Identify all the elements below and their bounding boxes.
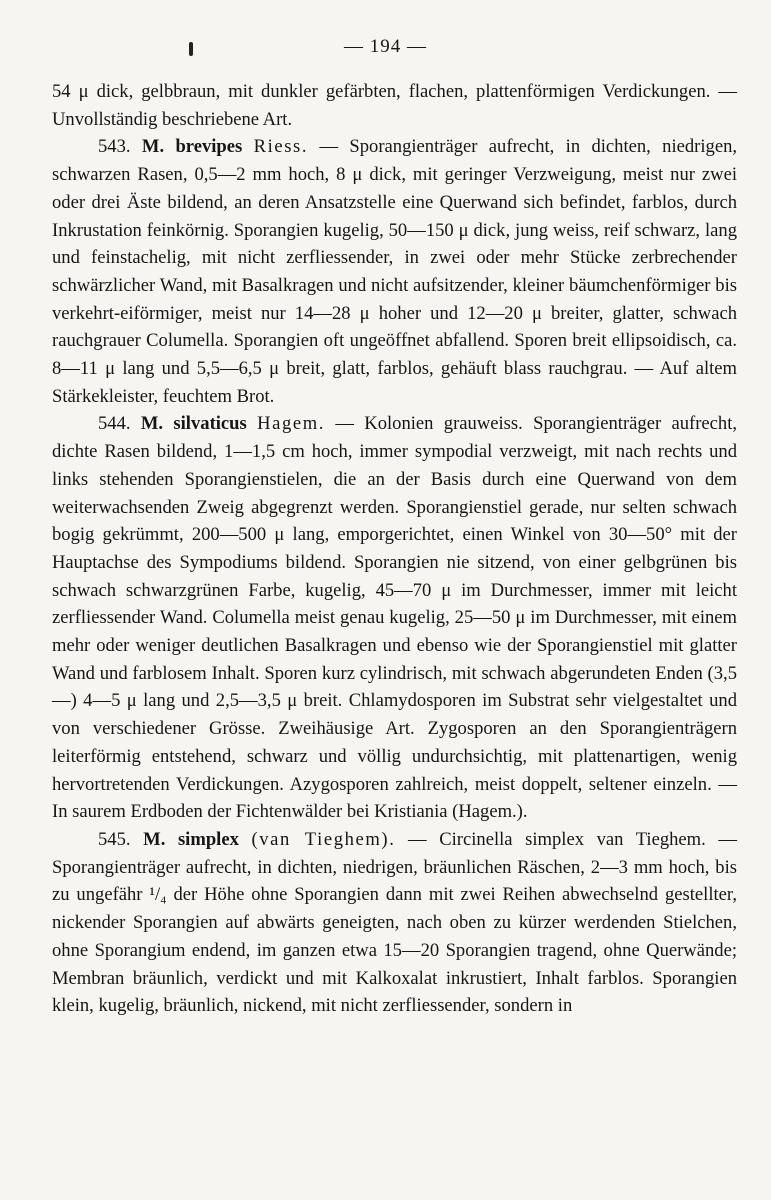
species-entry-545: [52, 826, 737, 1020]
entry-number: 544.: [98, 413, 131, 435]
entry-number: 545.: [98, 828, 131, 850]
genus-abbrev: M.: [143, 828, 166, 850]
body-text: [52, 78, 737, 1020]
author-citation: Riess.: [253, 136, 309, 158]
species-name: silvaticus: [173, 413, 247, 435]
page-number: — 194 —: [344, 36, 427, 57]
entry-description: — Circinella simplex van Tieghem. — Sporangienträger aufrecht, in dichten, niedrigen, bräunlichen Räschen, 2—3 mm hoch, bis zu ungefähr ¹/₄ der Höhe ohne Sporangien dann mit zwei Reihen abwechselnd gestellter, nickender Sporangien auf abwärts geneigten, nach oben zu kürzer werdenden Stielchen, ohne Sporangium endend, im ganzen etwa 15—20 Sporangien tragend, ohne Querwände; Membran bräunlich, verdickt und mit Kalkoxalat inkrustiert, Inhalt farblos. Sporangien klein, kugelig, bräunlich, nickend, mit nicht zerfliessender, sondern in: [52, 828, 737, 1017]
genus-abbrev: M.: [141, 136, 165, 158]
species-entry-543: [52, 133, 737, 410]
entry-description: — Sporangienträger aufrecht, in dichten, niedrigen, schwarzen Rasen, 0,5—2 mm hoch, 8 μ dick, mit geringer Verzweigung, meist nur zwei oder drei Äste bildend, an deren Ansatzstelle eine Querwand sich befindet, farblos, durch Inkrustation feinkörnig. Sporangien kugelig, 50—150 μ dick, jung weiss, reif schwarz, lang und feinstachelig, mit nicht zerfliessender, in zwei oder mehr Stücke zerbrechender schwärzlicher Wand, mit Basalkragen und nicht aufsitzender, kleiner bäumchenförmiger bis verkehrt-eiförmiger, meist nur 14—28 μ hoher und 12—20 μ breiter, glatter, schwach rauchgrauer Columella. Sporangien oft ungeöffnet abfallend. Sporen breit ellipsoidisch, ca. 8—11 μ lang und 5,5—6,5 μ breit, glatt, farblos, gehäuft blass rauchgrau. — Auf altem Stärkekleister, feuchtem Brot.: [52, 136, 738, 407]
species-entry-544: [52, 410, 737, 826]
entry-number: 543.: [98, 136, 131, 158]
author-citation: (van Tieghem).: [251, 828, 396, 850]
species-name: simplex: [177, 828, 239, 850]
genus-abbrev: M.: [140, 413, 164, 435]
species-name: brevipes: [175, 136, 243, 158]
author-citation: Hagem.: [257, 413, 326, 435]
entry-description: — Kolonien grauweiss. Sporangienträger aufrecht, dichte Rasen bildend, 1—1,5 cm hoch, immer sympodial verzweigt, mit nach rechts und links stehenden Sporangienstielen, die an der Basis durch eine Querwand von dem weiterwachsenden Zweig abgegrenzt werden. Sporangienstiel gerade, nur selten schwach bogig gekrümmt, 200—500 μ lang, emporgerichtet, einen Winkel von 30—50° mit der Hauptachse des Sympodiums bildend. Sporangien nie sitzend, von einer gelbgrünen bis schwach schwarzgrünen Farbe, kugelig, 45—70 μ im Durchmesser, immer mit leicht zerfliessender Wand. Columella meist genau kugelig, 25—50 μ im Durchmesser, mit einem mehr oder weniger deutlichen Basalkragen und ebenso wie der Sporangienstiel mit glatter Wand und farblosem Inhalt. Sporen kurz cylindrisch, mit schwach abgerundeten Enden (3,5—) 4—5 μ lang und 2,5—3,5 μ breit. Chlamydosporen im Substrat sehr vielgestaltet und von verschiedener Grösse. Zweihäusige Art. Zygosporen an den Sporangienträgern leiterförmig entstehend, schwarz und völlig undurchsichtig, mit plattenartigen, wenig hervortretenden Verdickungen. Azygosporen zahlreich, meist doppelt, seltener einzeln. — In saurem Erdboden der Fichtenwälder bei Kristiania (Hagem.).: [52, 413, 738, 823]
continuation-paragraph: 54 μ dick, gelbbraun, mit dunkler gefärbten, flachen, plattenförmigen Verdickungen. — Unvollständig beschriebene Art.: [52, 81, 737, 130]
